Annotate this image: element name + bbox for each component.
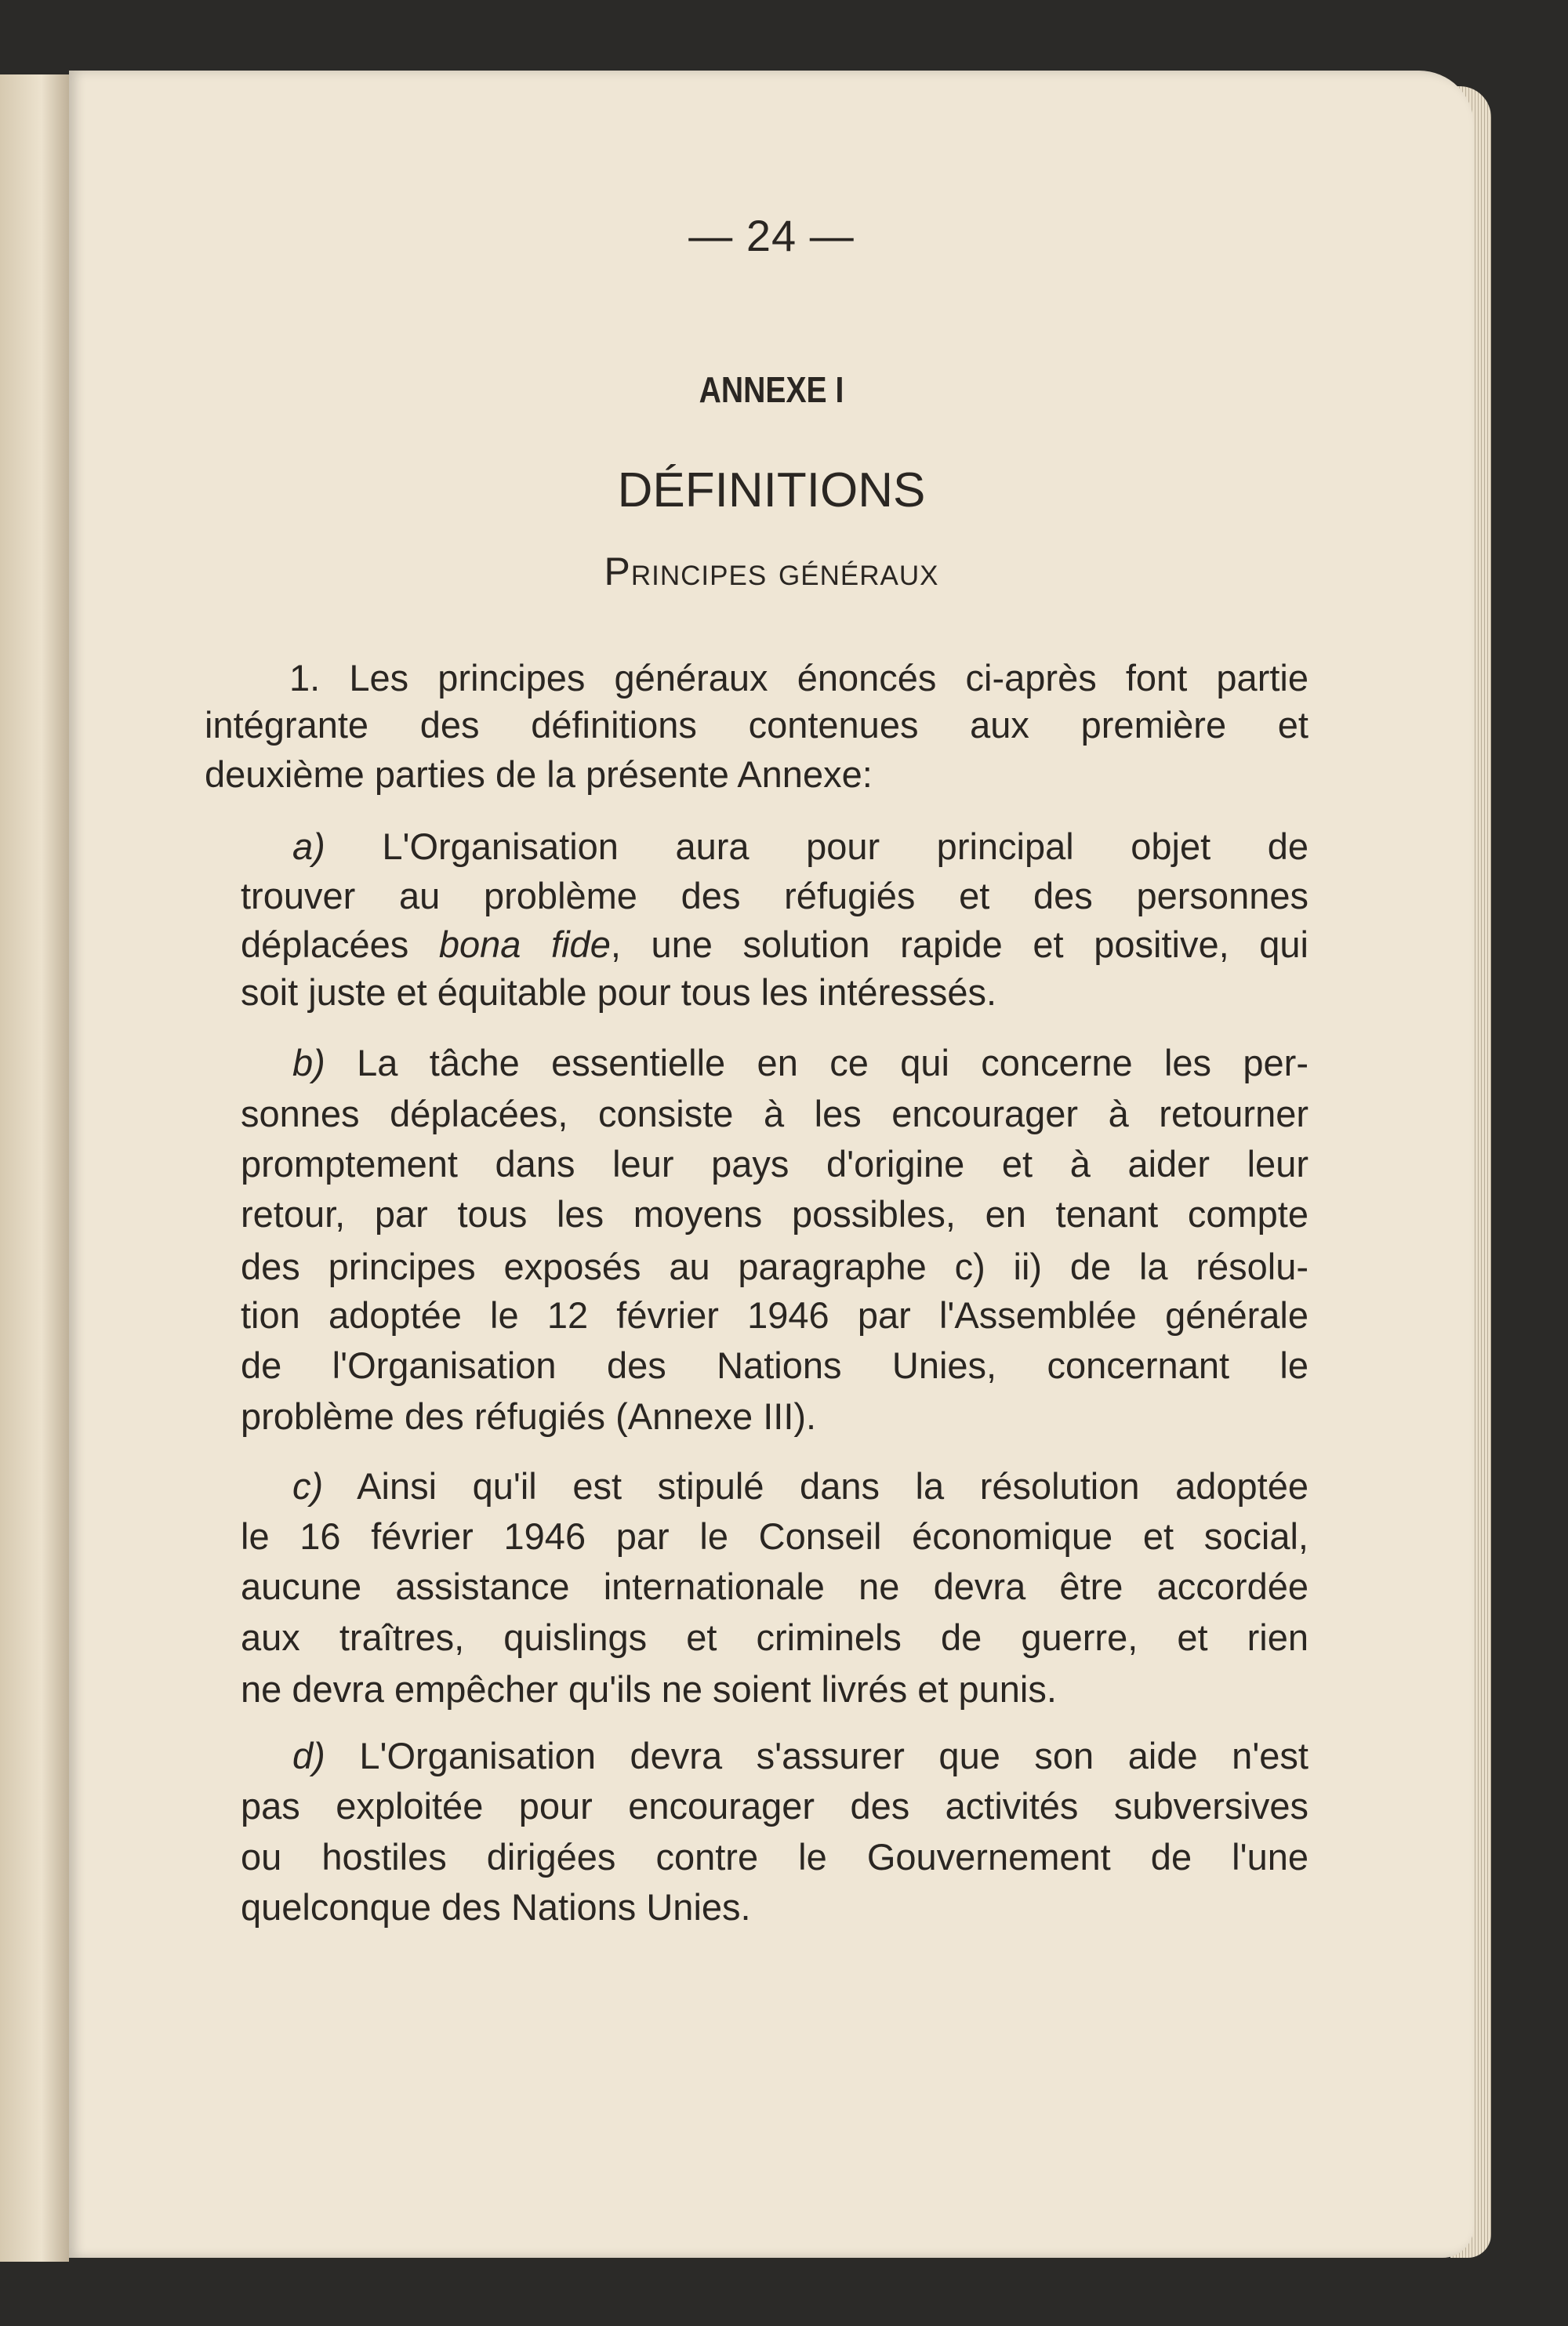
text-segment: ne devra empêcher qu'ils ne soient livrés et punis.: [241, 1668, 1057, 1710]
text-line: [292, 1731, 1308, 1781]
text-segment: tion adoptée le 12 février 1946 par l'Assemblée générale: [241, 1294, 1308, 1336]
text-segment: L'Organisation aura pour principal objet de: [325, 826, 1308, 867]
text-line: [292, 822, 1308, 872]
text-line: [241, 1511, 1308, 1562]
text-line: [289, 653, 1308, 703]
text-segment: La tâche essentielle en ce qui concerne les per-: [325, 1042, 1308, 1083]
page-number: — 24 —: [688, 211, 855, 260]
text-segment: des principes exposés au paragraphe c) ii) de la résolu-: [241, 1246, 1308, 1287]
text-line: [241, 1882, 751, 1932]
text-line: [241, 1781, 1308, 1831]
text-segment: déplacées: [241, 924, 439, 965]
section-title: DÉFINITIONS: [617, 463, 926, 517]
text-line: [241, 920, 1308, 970]
text-line: [241, 1242, 1308, 1292]
text-segment: promptement dans leur pays d'origine et à aider leur: [241, 1143, 1308, 1185]
text-segment: de l'Organisation des Nations Unies, concernant le: [241, 1344, 1308, 1386]
annex-heading: ANNEXE I: [699, 369, 844, 410]
italic-text: bona fide: [438, 924, 611, 965]
text-line: [241, 1290, 1308, 1341]
text-segment: trouver au problème des réfugiés et des personnes: [241, 875, 1308, 916]
text-line: [241, 1139, 1308, 1189]
italic-text: a): [292, 826, 325, 867]
text-line: [241, 1664, 1057, 1715]
text-line: [292, 1461, 1308, 1511]
text-segment: pas exploitée pour encourager des activités subversives: [241, 1785, 1308, 1827]
previous-page-edge: [0, 74, 69, 2262]
text-segment: aucune assistance internationale ne devra être accordée: [241, 1566, 1308, 1607]
text-segment: sonnes déplacées, consiste à les encourager à retourner: [241, 1093, 1308, 1134]
text-line: [241, 1341, 1308, 1391]
text-line: [241, 1832, 1308, 1882]
text-segment: ou hostiles dirigées contre le Gouvernement de l'une: [241, 1836, 1308, 1878]
text-line: [241, 1189, 1308, 1239]
text-segment: 1. Les principes généraux énoncés ci-après font partie: [289, 657, 1308, 699]
italic-text: d): [292, 1735, 325, 1776]
text-segment: L'Organisation devra s'assurer que son aide n'est: [325, 1735, 1308, 1776]
text-line: [241, 1089, 1308, 1139]
text-segment: intégrante des définitions contenues aux première et: [205, 704, 1308, 746]
text-segment: problème des réfugiés (Annexe III).: [241, 1395, 817, 1437]
text-segment: , une solution rapide et positive, qui: [610, 924, 1308, 965]
text-segment: aux traîtres, quislings et criminels de guerre, et rien: [241, 1617, 1308, 1658]
text-line: [241, 1613, 1308, 1663]
text-line: [292, 1038, 1308, 1088]
text-line: [205, 749, 873, 800]
text-segment: deuxième parties de la présente Annexe:: [205, 753, 873, 795]
text-segment: retour, par tous les moyens possibles, en tenant compte: [241, 1193, 1308, 1235]
text-segment: quelconque des Nations Unies.: [241, 1886, 751, 1928]
text-segment: le 16 février 1946 par le Conseil économique et social,: [241, 1515, 1308, 1557]
italic-text: c): [292, 1465, 324, 1507]
text-line: [241, 1392, 816, 1442]
italic-text: b): [292, 1042, 325, 1083]
text-line: [205, 700, 1308, 750]
text-segment: soit juste et équitable pour tous les intéressés.: [241, 971, 997, 1013]
text-segment: Ainsi qu'il est stipulé dans la résolution adoptée: [323, 1465, 1308, 1507]
text-line: [241, 871, 1308, 921]
text-line: [241, 967, 996, 1018]
text-line: [241, 1562, 1308, 1612]
subsection-title: Principes généraux: [604, 550, 939, 593]
